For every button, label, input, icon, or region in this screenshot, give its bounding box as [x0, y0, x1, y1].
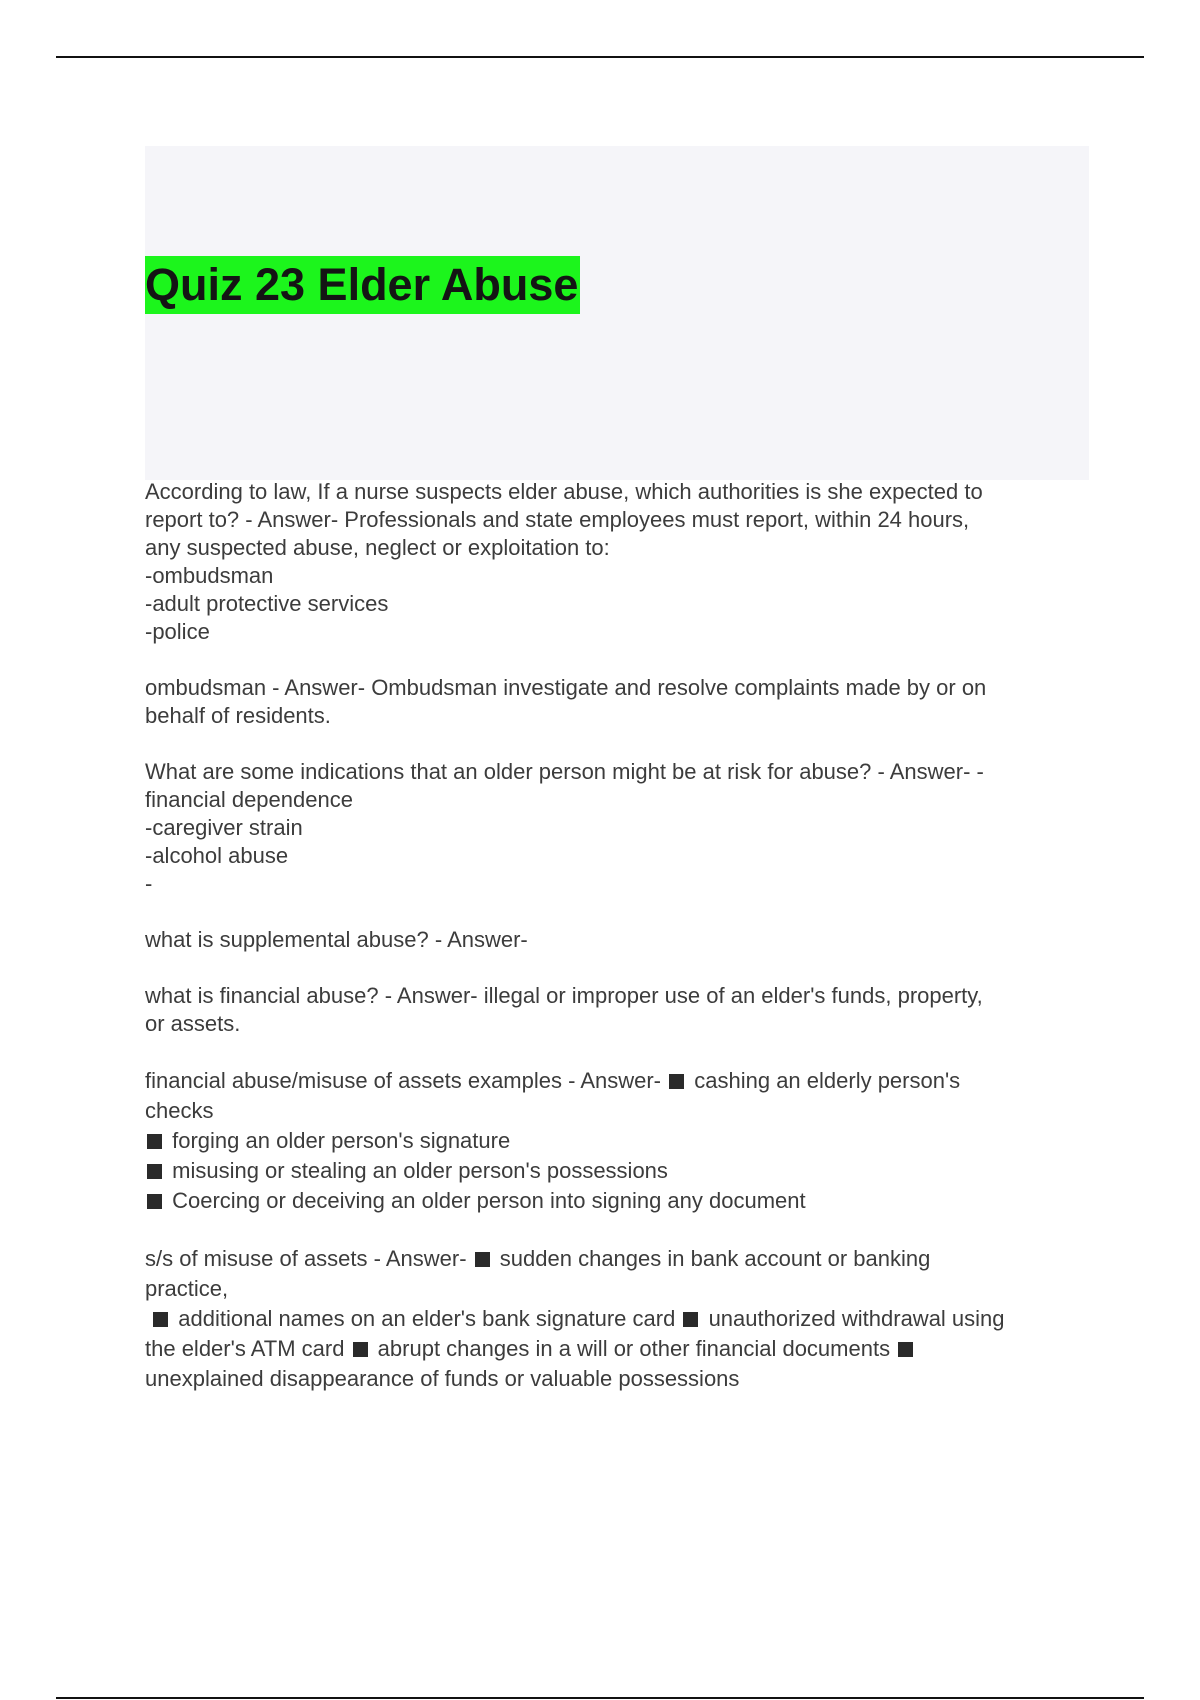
square-bullet-icon	[683, 1312, 698, 1327]
square-bullet-icon	[353, 1342, 368, 1357]
text-segment: the elder's ATM card	[145, 1336, 351, 1361]
text-line	[145, 1066, 1095, 1096]
text-line	[145, 1304, 1095, 1334]
square-bullet-icon	[898, 1342, 913, 1357]
square-bullet-icon	[669, 1074, 684, 1089]
qa-entry-4	[145, 926, 1095, 954]
bullet-line	[145, 1156, 1095, 1186]
square-bullet-icon	[147, 1194, 162, 1209]
text-line: -adult protective services	[145, 591, 389, 616]
text-line: -caregiver strain	[145, 815, 303, 840]
text-segment: sudden changes in bank account or banking	[499, 1246, 931, 1271]
text-line: or assets.	[145, 1011, 241, 1036]
qa-entry-5	[145, 982, 1095, 1038]
qa-entry-3	[145, 758, 1095, 898]
text-segment: forging an older person's signature	[172, 1128, 511, 1153]
text-line: financial dependence	[145, 787, 353, 812]
text-line: According to law, If a nurse suspects elder abuse, which authorities is she expected to	[145, 479, 983, 504]
bullet-line	[145, 1126, 1095, 1156]
text-segment: financial abuse/misuse of assets examples - Answer-	[145, 1068, 668, 1093]
text-line: any suspected abuse, neglect or exploitation to:	[145, 535, 610, 560]
text-segment: misusing or stealing an older person's possessions	[172, 1158, 668, 1183]
text-line: -police	[145, 619, 210, 644]
square-bullet-icon	[147, 1164, 162, 1179]
qa-entry-2	[145, 674, 1095, 730]
quiz-content	[145, 478, 1095, 1422]
page-title: Quiz 23 Elder Abuse	[145, 256, 580, 314]
text-line	[145, 1334, 1095, 1364]
text-line: report to? - Answer- Professionals and state employees must report, within 24 hours,	[145, 507, 970, 532]
text-line: -alcohol abuse	[145, 843, 289, 868]
text-line: -ombudsman	[145, 563, 274, 588]
bullet-line	[145, 1186, 1095, 1216]
text-segment: additional names on an elder's bank signature card	[178, 1306, 682, 1331]
qa-entry-6	[145, 1066, 1095, 1216]
square-bullet-icon	[147, 1134, 162, 1149]
text-segment: unauthorized withdrawal using	[708, 1306, 1005, 1331]
square-bullet-icon	[153, 1312, 168, 1327]
qa-entry-7	[145, 1244, 1095, 1394]
qa-entry-1	[145, 478, 1095, 646]
bottom-rule	[56, 1697, 1144, 1699]
text-line: -	[145, 871, 153, 896]
text-line: unexplained disappearance of funds or valuable possessions	[145, 1366, 740, 1391]
top-rule	[56, 56, 1144, 58]
text-line: behalf of residents.	[145, 703, 331, 728]
text-line: what is supplemental abuse? - Answer-	[145, 927, 528, 952]
text-segment: cashing an elderly person's	[694, 1068, 961, 1093]
text-segment: Coercing or deceiving an older person into signing any document	[172, 1188, 806, 1213]
text-line: practice,	[145, 1276, 229, 1301]
text-line: checks	[145, 1098, 214, 1123]
text-line	[145, 1244, 1095, 1274]
text-segment: abrupt changes in a will or other financial documents	[377, 1336, 897, 1361]
square-bullet-icon	[475, 1252, 490, 1267]
text-segment: s/s of misuse of assets - Answer-	[145, 1246, 473, 1271]
text-line: what is financial abuse? - Answer- illegal or improper use of an elder's funds, property,	[145, 983, 983, 1008]
text-line: What are some indications that an older person might be at risk for abuse? - Answer- -	[145, 759, 984, 784]
text-line: ombudsman - Answer- Ombudsman investigate and resolve complaints made by or on	[145, 675, 987, 700]
